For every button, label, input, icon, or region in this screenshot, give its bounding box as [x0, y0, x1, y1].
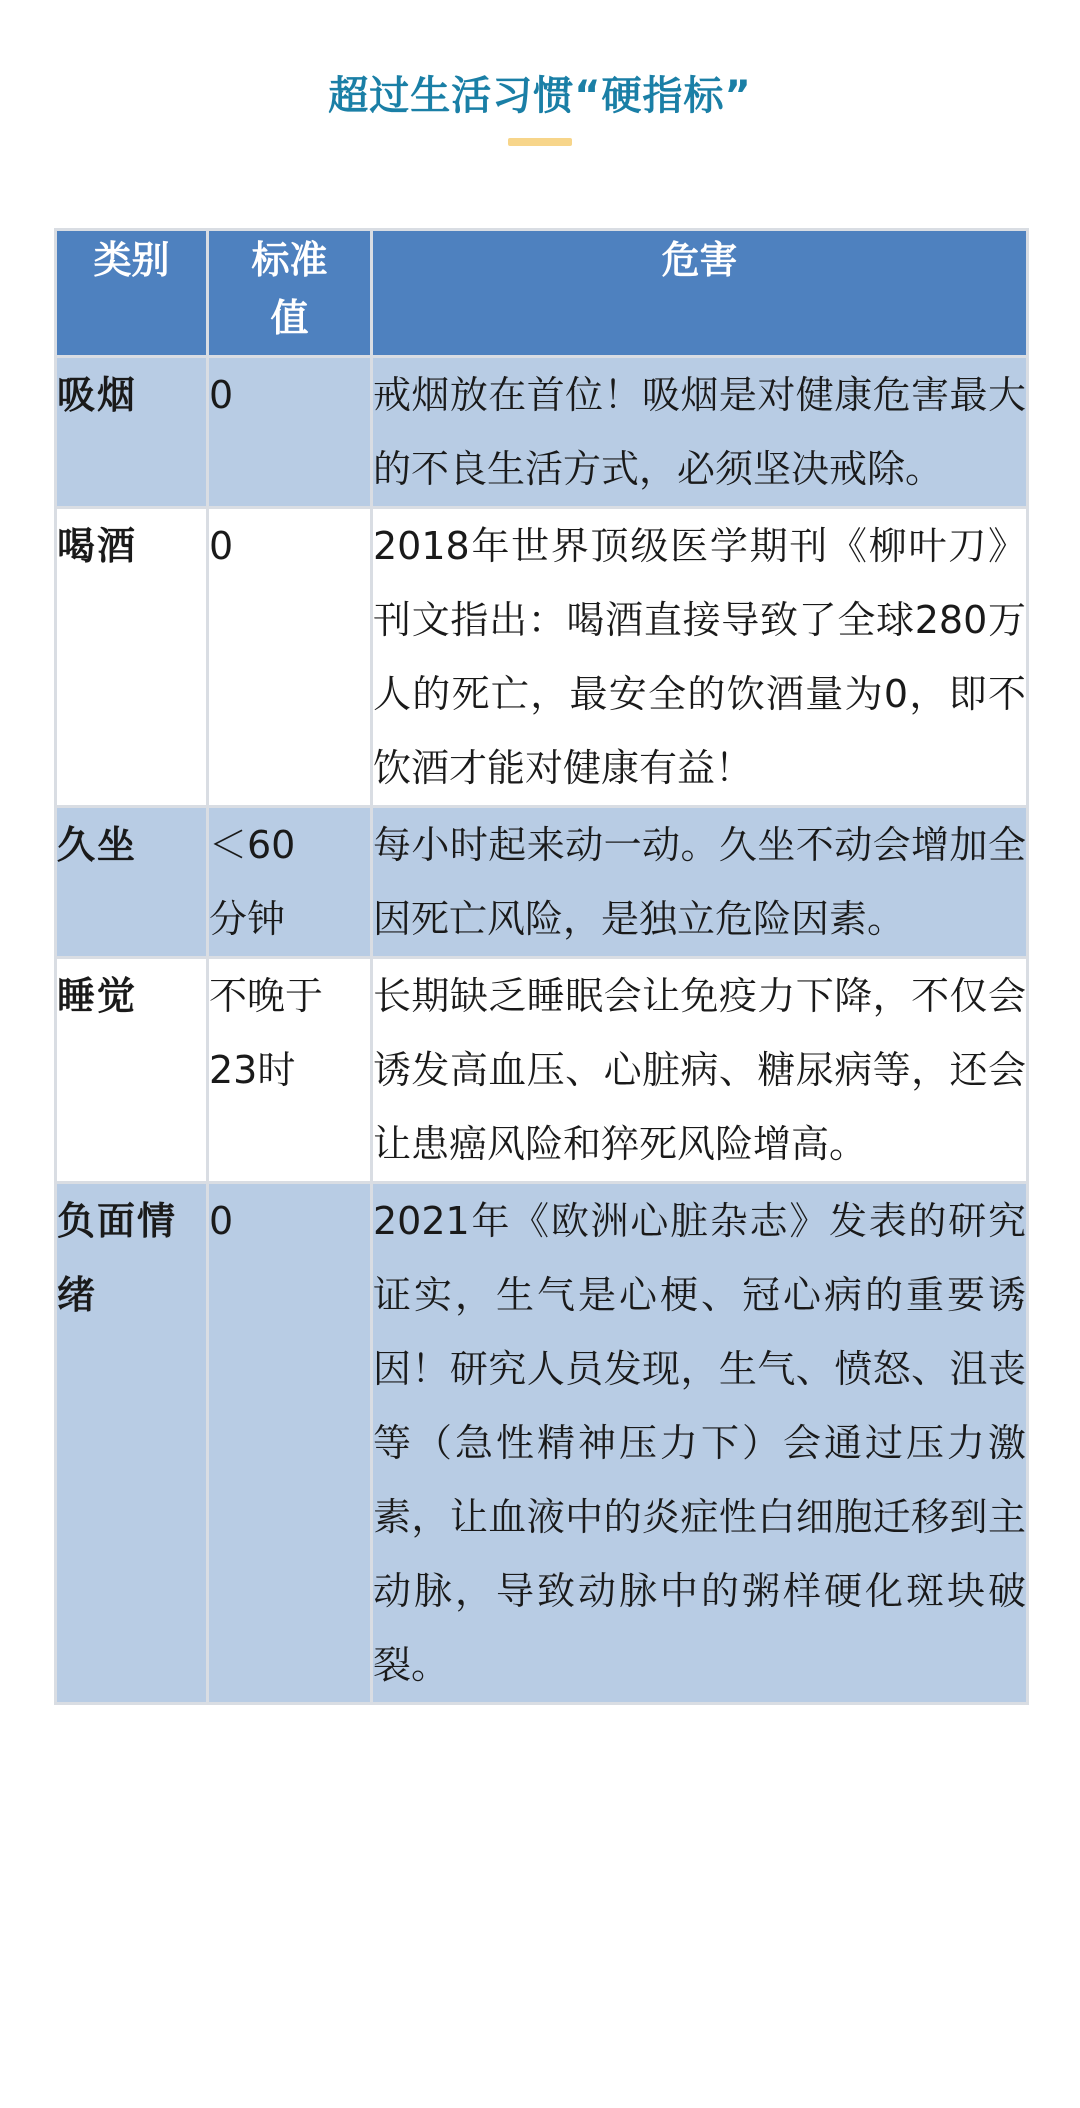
- row-standard: 0: [208, 1183, 372, 1704]
- header-harm: 危害: [372, 230, 1028, 357]
- header-standard: 标准值: [208, 230, 372, 357]
- table-row: [56, 508, 1028, 807]
- page-title: 超过生活习惯“硬指标”: [328, 73, 752, 119]
- table-row: [56, 807, 1028, 958]
- row-harm: 2021年《欧洲心脏杂志》发表的研究证实，生气是心梗、冠心病的重要诱因！研究人员发现，生气、愤怒、沮丧等（急性精神压力下）会通过压力激素，让血液中的炎症性白细胞迁移到主动脉，导致动脉中的粥样硬化斑块破裂。: [372, 1183, 1028, 1704]
- table-header-row: [56, 230, 1028, 357]
- row-standard: 0: [208, 508, 372, 807]
- row-category: 吸烟: [56, 357, 208, 508]
- row-harm: 2018年世界顶级医学期刊《柳叶刀》刊文指出：喝酒直接导致了全球280万人的死亡，最安全的饮酒量为0，即不饮酒才能对健康有益！: [372, 508, 1028, 807]
- row-harm: 长期缺乏睡眠会让免疫力下降，不仅会诱发高血压、心脏病、糖尿病等，还会让患癌风险和猝死风险增高。: [372, 958, 1028, 1183]
- row-category: 负面情绪: [56, 1183, 208, 1704]
- row-category: 喝酒: [56, 508, 208, 807]
- row-standard: 不晚于23时: [208, 958, 372, 1183]
- row-standard: 0: [208, 357, 372, 508]
- header-category: 类别: [56, 230, 208, 357]
- row-standard: ＜60分钟: [208, 807, 372, 958]
- row-category: 久坐: [56, 807, 208, 958]
- table-row: [56, 958, 1028, 1183]
- title-underline: [508, 138, 572, 146]
- table-row: [56, 357, 1028, 508]
- row-category: 睡觉: [56, 958, 208, 1183]
- habits-table: [54, 228, 1029, 1705]
- table-row: [56, 1183, 1028, 1704]
- row-harm: 戒烟放在首位！吸烟是对健康危害最大的不良生活方式，必须坚决戒除。: [372, 357, 1028, 508]
- row-harm: 每小时起来动一动。久坐不动会增加全因死亡风险，是独立危险因素。: [372, 807, 1028, 958]
